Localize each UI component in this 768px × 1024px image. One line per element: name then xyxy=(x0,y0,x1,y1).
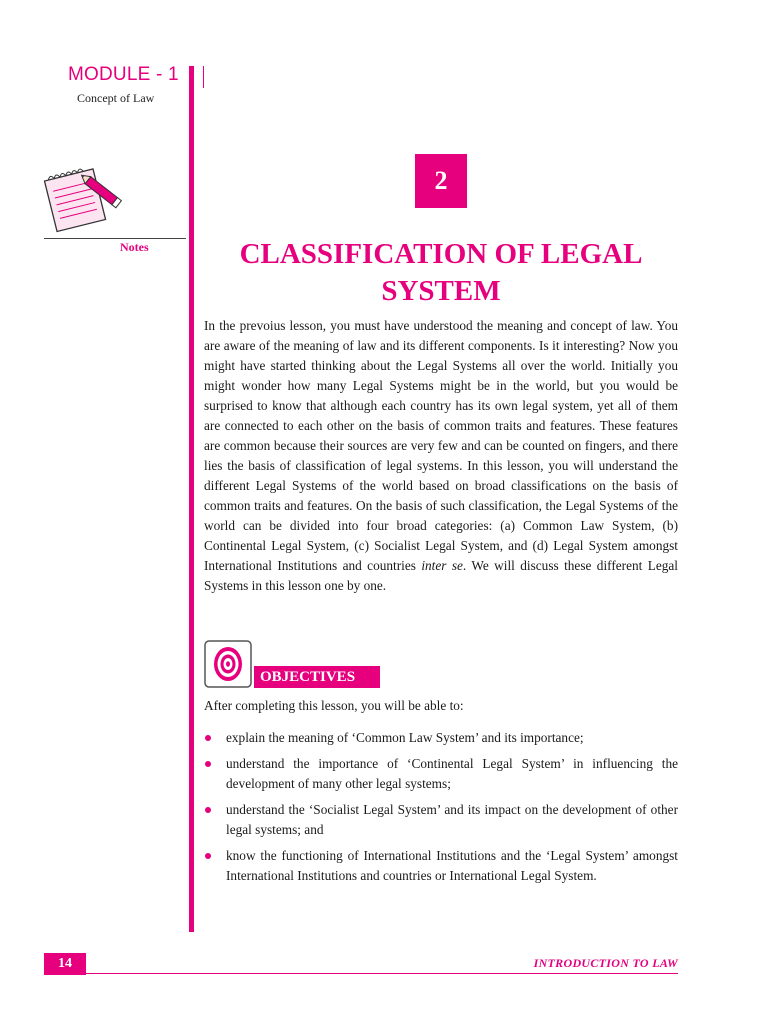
objective-text: understand the importance of ‘Continental Legal System’ in influencing the development of many other legal systems; xyxy=(226,756,678,791)
intro-text-part1: In the prevoius lesson, you must have understood the meaning and concept of law. You are aware of the meaning of law and its different components. Is it interesting? Now you might have started thinking about the Legal Systems all over the world. Initially you might wonder how many Legal Systems might be in the world, but you would be surprised to know that although each country has its own legal system, yet all of them are connected to each other on the basis of common traits and features. These features are common because their sources are very few and can be counted on fingers, and there lies the basis of classification of legal systems. In this lesson, you will understand the different Legal Systems of the world based on broad classifications on the basis of common traits and features. On the basis of such classification, the Legal Systems of the world can be divided into four broad categories: (a) Common Law System, (b) Continental Legal System, (c) Socialist Legal System, and (d) Legal System amongst International Institutions and countries xyxy=(204,318,678,573)
objective-text: explain the meaning of ‘Common Law System’ and its importance; xyxy=(226,730,584,745)
module-title: MODULE - 1 xyxy=(68,64,179,85)
objectives-heading: OBJECTIVES xyxy=(254,666,380,688)
bullet-icon xyxy=(205,853,211,859)
margin-rule xyxy=(189,66,194,932)
bullet-icon xyxy=(205,735,211,741)
list-item xyxy=(204,846,678,886)
objectives-lead: After completing this lesson, you will be able to: xyxy=(204,698,464,713)
lesson-title: CLASSIFICATION OF LEGAL SYSTEM xyxy=(239,238,643,307)
footer-rule xyxy=(86,973,678,974)
bullet-icon xyxy=(205,761,211,767)
page-number: 14 xyxy=(44,953,86,975)
list-item xyxy=(204,800,678,840)
objective-text: understand the ‘Socialist Legal System’ and its impact on the development of other legal systems; and xyxy=(226,802,678,837)
list-item xyxy=(204,728,678,748)
notes-label: Notes xyxy=(120,240,149,254)
notes-divider xyxy=(44,238,186,239)
margin-rule-thin xyxy=(203,66,204,88)
chapter-number: 2 xyxy=(415,154,467,208)
notepad-pencil-icon xyxy=(40,160,124,236)
intro-italic-term: inter se xyxy=(421,558,463,573)
objectives-list xyxy=(204,728,678,892)
target-icon xyxy=(204,640,252,688)
module-subtitle: Concept of Law xyxy=(77,91,155,105)
bullet-icon xyxy=(205,807,211,813)
book-title: INTRODUCTION TO LAW xyxy=(533,956,678,970)
list-item xyxy=(204,754,678,794)
intro-paragraph xyxy=(204,316,678,596)
intro-text-part2: . We will discuss these different Legal Systems in this lesson one by one. xyxy=(204,558,678,593)
objective-text: know the functioning of International Institutions and the ‘Legal System’ amongst International Institutions and countries or International Legal System. xyxy=(226,848,678,883)
